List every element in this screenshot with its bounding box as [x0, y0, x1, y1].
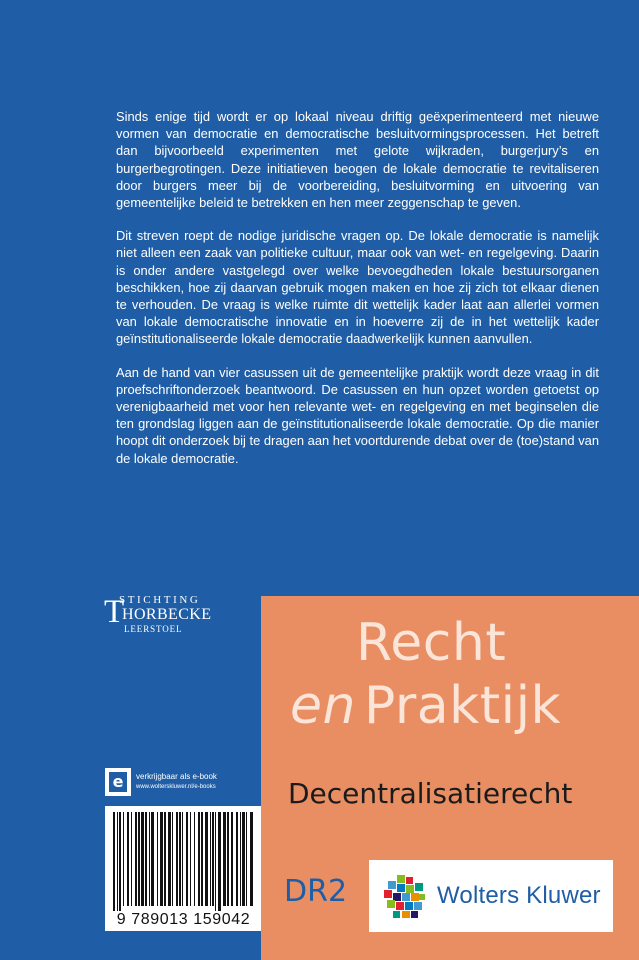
- barcode-bar: [179, 812, 181, 906]
- barcode-bar: [157, 812, 158, 906]
- e-book-icon: e: [105, 768, 131, 796]
- barcode-bar: [123, 812, 124, 906]
- barcode-bar: [198, 812, 200, 906]
- barcode-bar: [164, 812, 166, 906]
- barcode-bars: [105, 806, 262, 911]
- barcode-bar: [127, 812, 129, 906]
- isbn-digits: 9 789013 159042: [116, 911, 251, 928]
- series-title-en: en: [290, 676, 356, 736]
- barcode-bar: [231, 812, 233, 906]
- barcode-bar: [212, 812, 214, 906]
- barcode-bar: [117, 812, 118, 911]
- barcode-bar: [218, 812, 221, 911]
- barcode-bar: [168, 812, 171, 906]
- logo-leerstoel: LEERSTOEL: [124, 624, 183, 634]
- logo-thorbecke: HORBECKE: [122, 606, 212, 623]
- blurb-paragraph-3: Aan de hand van vier casussen uit de gemeentelijke praktijk wordt deze vraag in dit proefschriftonderzoek beantwoord. De casussen en hun opzet worden getoetst op verenigbaarheid met voor hen relevante wet- en regelgeving en met beginselen die ten grondslag liggen aan de geïnstitutionaliseerde lokale democratie. Op die manier hoopt dit onderzoek bij te dragen aan het voortdurende debat over de (toe)stand van de lokale democratie.: [116, 364, 599, 466]
- logo-stichting: STICHTING: [119, 594, 201, 606]
- back-cover-blurb: [116, 108, 599, 483]
- blurb-paragraph-1: Sinds enige tijd wordt er op lokaal niveau driftig geëxperimenteerd met nieuwe vormen van democratie en democratische besluitvormingsprocessen. Het betreft dan bijvoorbeeld experimenten met gelote wijkraden, burgerjury’s en burgerbegrotingen. Deze initiatieven beogen de lokale democratie te revitaliseren door burgers meer bij de voorbereiding, besluitvorming en uitvoering van gemeentelijke beleid te betrekken en hen meer zeggenschap te geven.: [116, 109, 599, 211]
- barcode-bar: [151, 812, 154, 906]
- barcode-bar: [215, 812, 216, 911]
- barcode-bar: [135, 812, 137, 906]
- barcode-bar: [182, 812, 183, 906]
- barcode-bar: [145, 812, 147, 906]
- barcode-bar: [190, 812, 191, 906]
- wolters-kluwer-logo: [369, 860, 613, 932]
- barcode-bar: [119, 812, 121, 911]
- barcode-bar: [149, 812, 150, 906]
- publisher-name: Wolters Kluwer: [437, 882, 601, 909]
- barcode-bar: [160, 812, 163, 906]
- barcode-bar: [240, 812, 241, 906]
- series-code: DR2: [284, 874, 348, 909]
- ebook-notice: [105, 768, 255, 798]
- wolters-kluwer-mosaic-icon: [381, 873, 427, 919]
- barcode-bar: [186, 812, 188, 906]
- barcode-bar: [236, 812, 238, 906]
- ebook-url: www.wolterskluwer.nl/e-books: [136, 784, 216, 790]
- barcode-bar: [138, 812, 140, 906]
- barcode-bar: [176, 812, 178, 906]
- series-subject: Decentralisatierecht: [288, 777, 573, 810]
- barcode-bar: [210, 812, 211, 906]
- series-title-en-praktijk: [290, 676, 562, 736]
- barcode-bar: [141, 812, 144, 906]
- barcode-bar: [205, 812, 208, 906]
- isbn-barcode: [105, 806, 262, 931]
- series-title-recht: Recht: [356, 613, 507, 673]
- barcode-bar: [172, 812, 173, 906]
- barcode-bar: [201, 812, 203, 906]
- ebook-availability: verkrijgbaar als e-book: [136, 772, 217, 781]
- series-title-praktijk: Praktijk: [363, 676, 562, 736]
- barcode-bar: [113, 812, 115, 911]
- barcode-bar: [250, 812, 253, 906]
- blurb-paragraph-2: Dit streven roept de nodige juridische vragen op. De lokale democratie is namelijk niet alleen een zaak van politieke cultuur, maar ook van wet- en regelgeving. Daarin is onder andere vastgelegd over welke bevoegdheden lokale bestuursorganen beschikken, hoe zij daarvan gebruik mogen maken en hoe zij zich tot elkaar dienen te verhouden. De vraag is welke ruimte dit wettelijk kader laat aan allerlei vormen van lokale democratische innovatie en in hoeverre zij de in het wettelijk kader geïnstitutionaliseerde lokale democratie daadwerkelijk kunnen aanvullen.: [116, 228, 599, 347]
- barcode-bar: [227, 812, 229, 906]
- barcode-bar: [246, 812, 247, 906]
- barcode-bar: [194, 812, 195, 906]
- barcode-bar: [131, 812, 132, 906]
- barcode-bar: [223, 812, 226, 906]
- logo-big-letter: T: [104, 594, 125, 630]
- barcode-bar: [242, 812, 245, 906]
